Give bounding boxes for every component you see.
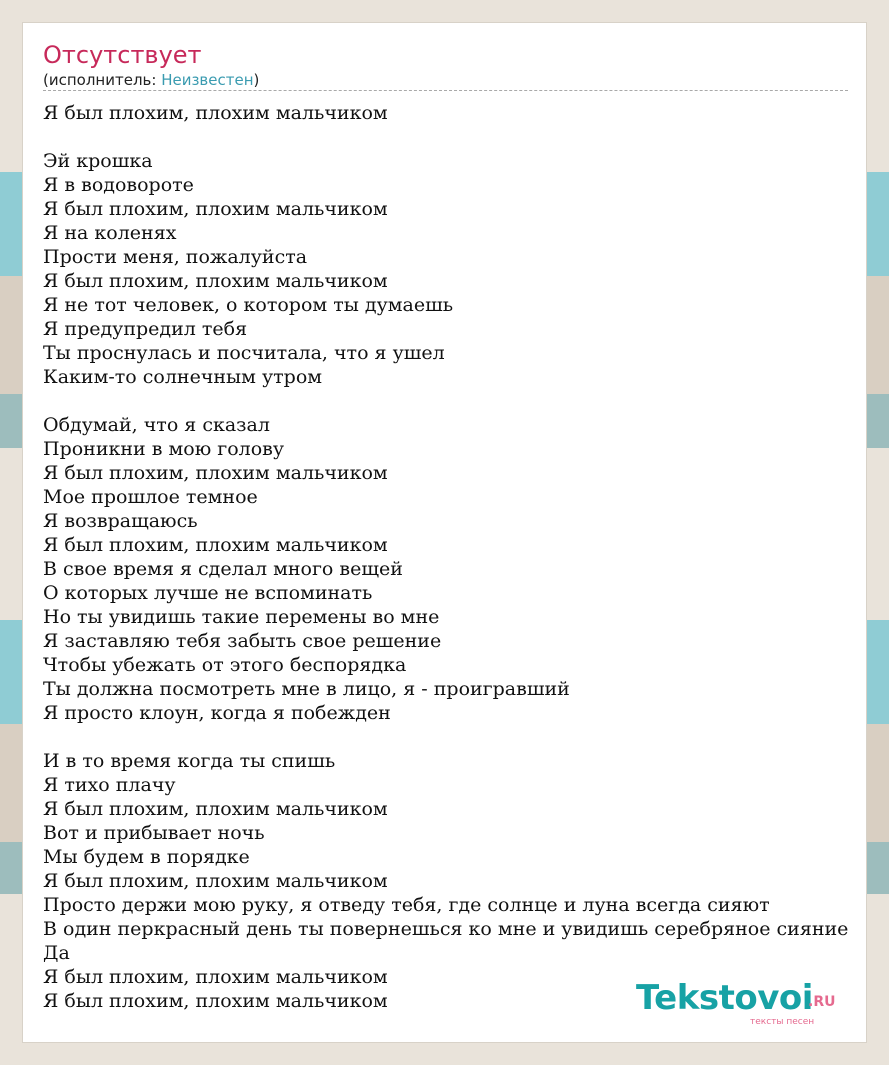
lyric-line: Мы будем в порядке	[43, 846, 250, 868]
site-logo[interactable]	[636, 978, 846, 1028]
logo-domain: .RU	[808, 994, 836, 1010]
lyric-line: Мое прошлое темное	[43, 486, 258, 508]
lyric-line: Я был плохим, плохим мальчиком	[43, 798, 388, 820]
lyric-line: Чтобы убежать от этого беспорядка	[43, 654, 407, 676]
logo-wordmark: Tekstovoi	[636, 978, 813, 1018]
lyric-line: Да	[43, 942, 70, 964]
lyrics-card	[22, 22, 867, 1043]
lyric-line: Я на коленях	[43, 222, 177, 244]
song-title: Отсутствует	[43, 41, 202, 69]
lyric-line: Обдумай, что я сказал	[43, 414, 270, 436]
lyric-line: Ты должна посмотреть мне в лицо, я - проигравший	[43, 678, 570, 700]
lyric-line: Каким-то солнечным утром	[43, 366, 323, 388]
title-divider	[43, 90, 848, 91]
lyric-line: В свое время я сделал много вещей	[43, 558, 403, 580]
lyric-line: Я был плохим, плохим мальчиком	[43, 462, 388, 484]
lyric-line: Я был плохим, плохим мальчиком	[43, 966, 388, 988]
lyric-line: Я был плохим, плохим мальчиком	[43, 870, 388, 892]
lyric-line: Я был плохим, плохим мальчиком	[43, 534, 388, 556]
lyric-line: Я заставляю тебя забыть свое решение	[43, 630, 442, 652]
lyric-line: Я тихо плачу	[43, 774, 176, 796]
lyric-line: Ты проснулась и посчитала, что я ушел	[43, 342, 445, 364]
logo-tagline: тексты песен	[750, 1017, 815, 1027]
lyric-line: Я был плохим, плохим мальчиком	[43, 102, 388, 124]
lyric-line: О которых лучше не вспоминать	[43, 582, 373, 604]
lyric-line: Вот и прибывает ночь	[43, 822, 265, 844]
lyric-line: Я был плохим, плохим мальчиком	[43, 270, 388, 292]
lyric-line: Эй крошка	[43, 150, 153, 172]
lyric-line: Проникни в мою голову	[43, 438, 285, 460]
lyric-line	[43, 725, 873, 749]
lyric-line: Но ты увидишь такие перемены во мне	[43, 606, 440, 628]
lyric-line: И в то время когда ты спишь	[43, 750, 336, 772]
lyric-line	[43, 389, 873, 413]
lyric-line: Я не тот человек, о котором ты думаешь	[43, 294, 454, 316]
lyric-line: Я был плохим, плохим мальчиком	[43, 198, 388, 220]
artist-suffix: )	[253, 71, 260, 89]
lyric-line: Я просто клоун, когда я побежден	[43, 702, 391, 724]
lyric-line: В один перкрасный день ты повернешься ко мне и увидишь серебряное сияние	[43, 918, 849, 940]
lyrics-text	[43, 101, 873, 1013]
lyric-line: Я в водовороте	[43, 174, 194, 196]
lyric-line: Я предупредил тебя	[43, 318, 248, 340]
artist-prefix: (исполнитель:	[43, 71, 162, 89]
artist-line	[43, 71, 259, 89]
lyric-line: Прости меня, пожалуйста	[43, 246, 308, 268]
artist-link[interactable]: Неизвестен	[161, 71, 254, 89]
lyric-line: Я был плохим, плохим мальчиком	[43, 990, 388, 1012]
lyric-line: Просто держи мою руку, я отведу тебя, где солнце и луна всегда сияют	[43, 894, 770, 916]
lyric-line	[43, 125, 873, 149]
lyric-line: Я возвращаюсь	[43, 510, 198, 532]
